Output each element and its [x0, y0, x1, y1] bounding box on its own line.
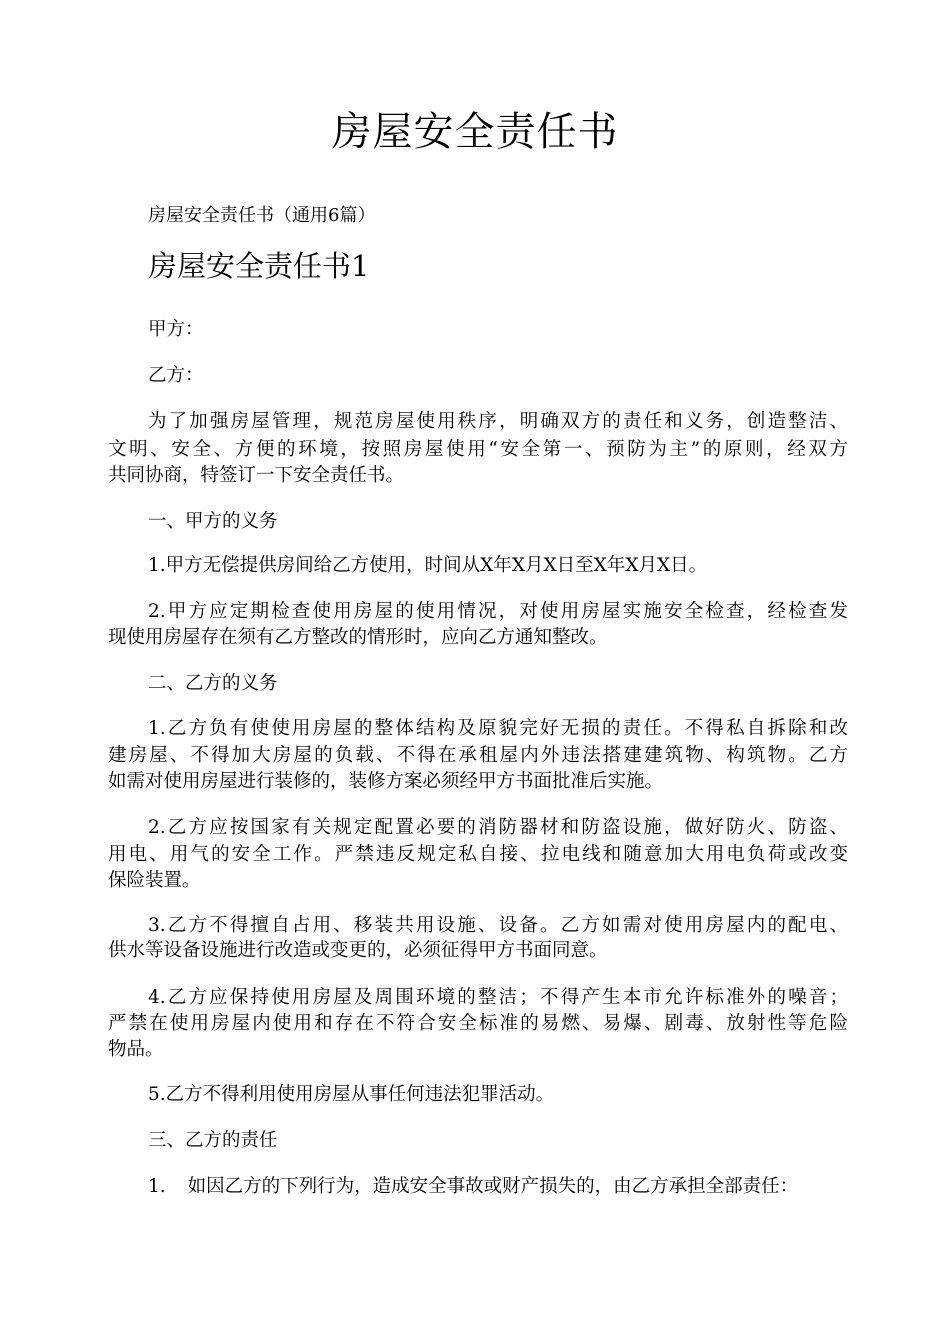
intro-line-1: 为了加强房屋管理，规范房屋使用秩序，明确双方的责任和义务，创造整洁、	[148, 411, 848, 432]
clause-b4-line-1: 4.乙方应保持使用房屋及周围环境的整洁；不得产生本市允许标准外的噪音；	[148, 987, 848, 1008]
clause-b2-line-3: 保险装置。	[108, 870, 201, 891]
heading-party-a-duties: 一、甲方的义务	[148, 511, 278, 532]
clause-a1-line-1: 1.甲方无偿提供房间给乙方使用，时间从X年X月X日至X年X月X日。	[148, 555, 708, 576]
clause-b3-line-2: 供水等设备设施进行改造或变更的，必须征得甲方书面同意。	[108, 940, 608, 961]
clause-a2-line-1: 2.甲方应定期检查使用房屋的使用情况，对使用房屋实施安全检查，经检查发	[148, 601, 848, 622]
clause-a2-line-2: 现使用房屋存在须有乙方整改的情形时，应向乙方通知整改。	[108, 627, 608, 648]
clause-b1-line-2: 建房屋、不得加大房屋的负载、不得在承租屋内外违法搭建建筑物、构筑物。乙方	[108, 745, 848, 766]
document-title: 房屋安全责任书	[331, 109, 619, 155]
clause-b5-line-1: 5.乙方不得利用使用房屋从事任何违法犯罪活动。	[148, 1084, 555, 1105]
clause-b2-line-2: 用电、用气的安全工作。严禁违反规定私自接、拉电线和随意加大用电负荷或改变	[108, 844, 848, 865]
clause-b2-line-1: 2.乙方应按国家有关规定配置必要的消防器材和防盗设施，做好防火、防盗、	[148, 817, 848, 838]
document-subtitle: 房屋安全责任书（通用6篇）	[148, 205, 376, 226]
clause-b4-line-3: 物品。	[108, 1039, 164, 1060]
party-b-label: 乙方：	[148, 365, 204, 386]
intro-line-2: 文明、安全、方便的环境，按照房屋使用“安全第一、预防为主”的原则，经双方	[108, 439, 848, 460]
clause-b4-line-2: 严禁在使用房屋内使用和存在不符合安全标准的易燃、易爆、剧毒、放射性等危险	[108, 1013, 848, 1034]
clause-b1-line-1: 1.乙方负有使使用房屋的整体结构及原貌完好无损的责任。不得私自拆除和改	[148, 718, 848, 739]
intro-line-3: 共同协商，特签订一下安全责任书。	[108, 465, 405, 486]
party-a-label: 甲方：	[148, 319, 204, 340]
heading-party-b-liability: 三、乙方的责任	[148, 1130, 278, 1151]
heading-party-b-duties: 二、乙方的义务	[148, 673, 278, 694]
section-heading: 房屋安全责任书1	[148, 249, 370, 283]
clause-b3-line-1: 3.乙方不得擅自占用、移装共用设施、设备。乙方如需对使用房屋内的配电、	[148, 915, 848, 936]
clause-c1-text: 如因乙方的下列行为，造成安全事故或财产损失的，由乙方承担全部责任：	[187, 1176, 799, 1197]
clause-c1-number: 1.	[148, 1176, 166, 1197]
clause-b1-line-3: 如需对使用房屋进行装修的，装修方案必须经甲方书面批准后实施。	[108, 771, 664, 792]
clause-c1	[148, 1174, 848, 1200]
